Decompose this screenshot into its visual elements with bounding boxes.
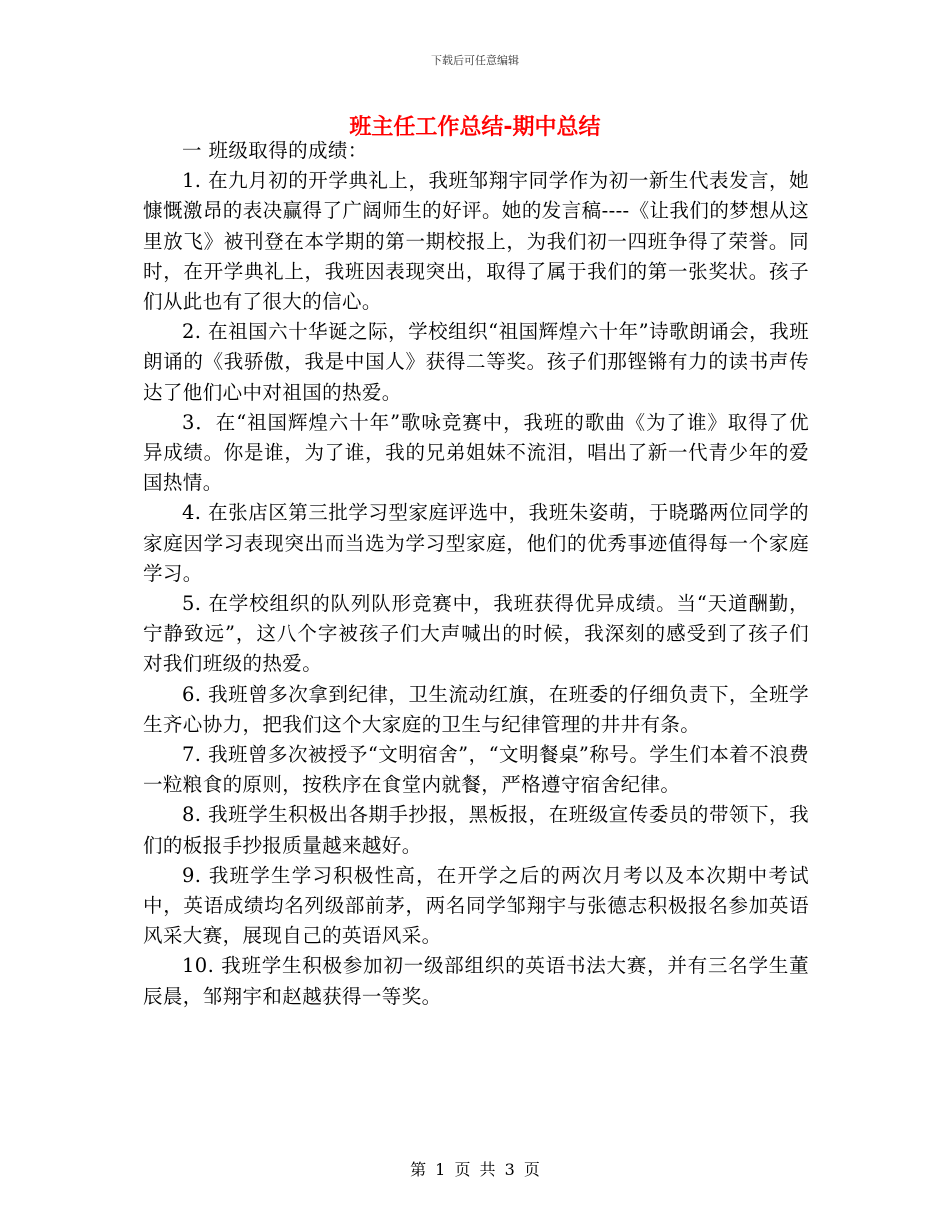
paragraph-9: 9. 我班学生学习积极性高，在开学之后的两次月考以及本次期中考试中，英语成绩均名列级部前茅，两名同学邹翔宇与张德志积极报名参加英语风采大赛，展现自己的英语风采。 — [143, 863, 809, 948]
paragraph-5: 5. 在学校组织的队列队形竞赛中，我班获得优异成绩。当“天道酬勤，宁静致远”，这八个字被孩子们大声喊出的时候，我深刻的感受到了孩子们对我们班级的热爱。 — [143, 592, 809, 676]
document-body — [143, 136, 809, 1012]
paragraph-2: 2. 在祖国六十华诞之际，学校组织“祖国辉煌六十年”诗歌朗诵会，我班朗诵的《我骄傲，我是中国人》获得二等奖。孩子们那铿锵有力的读书声传达了他们心中对祖国的热爱。 — [143, 320, 809, 404]
section-heading: 一 班级取得的成绩： — [182, 139, 368, 162]
paragraph-4: 4. 在张店区第三批学习型家庭评选中，我班朱姿萌，于晓璐两位同学的家庭因学习表现突出而当选为学习型家庭，他们的优秀事迹值得每一个家庭学习。 — [143, 501, 809, 585]
paragraph-7: 7. 我班曾多次被授予“文明宿舍”，“文明餐桌”称号。学生们本着不浪费一粒粮食的原则，按秩序在食堂内就餐，严格遵守宿舍纪律。 — [143, 743, 809, 797]
paragraph-6: 6. 我班曾多次拿到纪律，卫生流动红旗，在班委的仔细负责下，全班学生齐心协力，把我们这个大家庭的卫生与纪律管理的井井有条。 — [143, 682, 809, 736]
paragraph-1: 1. 在九月初的开学典礼上，我班邹翔宇同学作为初一新生代表发言，她慷慨激昂的表决赢得了广阔师生的好评。她的发言稿----《让我们的梦想从这里放飞》被刊登在本学期的第一期校报上，为我们初一四班争得了荣誉。同时，在开学典礼上，我班因表现突出，取得了属于我们的第一张奖状。孩子们从此也有了很大的信心。 — [143, 169, 809, 314]
paragraph-8: 8. 我班学生积极出各期手抄报，黑板报，在班级宣传委员的带领下，我们的板报手抄报质量越来越好。 — [143, 803, 809, 857]
paragraph-3: 3．在“祖国辉煌六十年”歌咏竞赛中，我班的歌曲《为了谁》取得了优异成绩。你是谁，为了谁，我的兄弟姐妹不流泪，唱出了新一代青少年的爱国热情。 — [143, 410, 809, 495]
document-title: 班主任工作总结-期中总结 — [349, 115, 601, 140]
paragraph-10: 10. 我班学生积极参加初一级部组织的英语书法大赛，并有三名学生董辰晨，邹翔宇和赵越获得一等奖。 — [143, 954, 809, 1008]
page-header: 下载后可任意编辑 — [431, 54, 519, 67]
page-footer: 第 1 页 共 3 页 — [410, 1160, 540, 1179]
